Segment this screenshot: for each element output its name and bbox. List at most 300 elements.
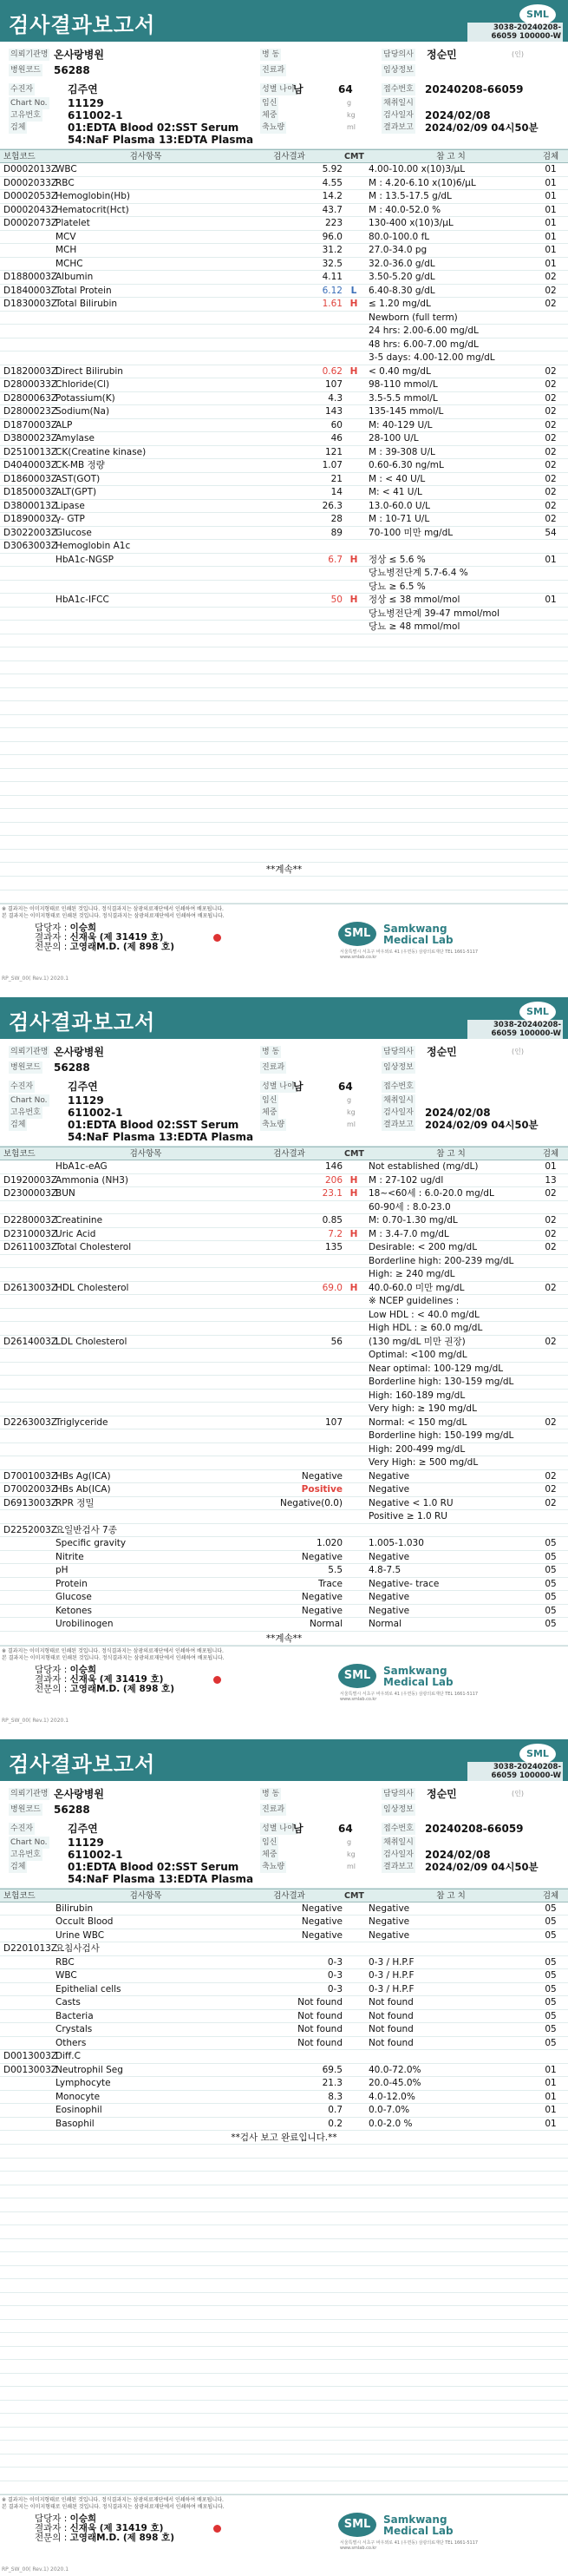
row-code: D2611003Z xyxy=(0,1241,52,1254)
empty-row xyxy=(0,2468,568,2481)
row-code xyxy=(0,1363,52,1376)
dept-label: 진료과 xyxy=(260,64,286,76)
row-reference: 3.5-5.5 mmol/L xyxy=(363,392,533,405)
footer-note xyxy=(2,2497,225,2511)
row-code: D0002033Z xyxy=(0,177,52,190)
row-code xyxy=(0,325,52,338)
empty-row xyxy=(0,2252,568,2266)
row-flag xyxy=(344,163,363,176)
empty-row xyxy=(0,715,568,729)
sex: 남 xyxy=(293,1823,304,1835)
lab-address: 서울특별시 서초구 바우뫼로 41 (우면동) 삼광의료재단 TEL 1661-5117 www.smlab.co.kr xyxy=(340,950,513,960)
row-reference: Newborn (full term) xyxy=(363,312,533,325)
report-header xyxy=(0,1739,568,1781)
row-specimen: 01 xyxy=(533,2091,568,2104)
empty-row xyxy=(0,823,568,837)
row-reference: 당뇨 ≥ 6.5 % xyxy=(363,581,533,594)
urine-label: 축뇨량 xyxy=(260,122,286,134)
row-specimen: 05 xyxy=(533,1551,568,1564)
doctor-sign: (인) xyxy=(512,1047,524,1057)
empty-row xyxy=(0,2360,568,2374)
table-row xyxy=(0,486,568,500)
row-flag xyxy=(344,392,363,405)
row-specimen: 02 xyxy=(533,378,568,391)
unit-ml: ml xyxy=(347,122,356,133)
row-test-name: Lymphocyte xyxy=(52,2077,236,2090)
row-result: Negative xyxy=(236,1591,344,1604)
unit-kg: kg xyxy=(347,1850,356,1860)
row-specimen: 05 xyxy=(533,1996,568,2009)
row-code xyxy=(0,312,52,325)
row-specimen xyxy=(533,608,568,621)
empty-row xyxy=(0,836,568,850)
row-flag xyxy=(344,446,363,459)
row-reference: Very High: ≥ 500 mg/dL xyxy=(363,1456,533,1469)
sign-label-2: 결과자 : xyxy=(35,1674,67,1685)
sign-label-3: 전문의 : xyxy=(35,2533,67,2543)
row-flag xyxy=(344,486,363,499)
row-specimen: 05 xyxy=(533,2023,568,2036)
row-code xyxy=(0,1983,52,1996)
table-row xyxy=(0,1336,568,1350)
row-test-name: HbA1c-NGSP xyxy=(52,554,236,567)
row-test-name xyxy=(52,312,236,325)
row-flag xyxy=(344,567,363,580)
row-reference: 정상 ≤ 38 mmol/mol xyxy=(363,594,533,607)
row-code: D1840003Z xyxy=(0,285,52,298)
form-code: RP_SW_00( Rev.1) 2020.1 xyxy=(2,2566,69,2573)
sign-name-1: 이승희 xyxy=(70,1665,96,1675)
ward-label: 병 동 xyxy=(260,49,281,61)
continued-marker: **계속** xyxy=(0,1632,568,1646)
row-flag xyxy=(344,1929,363,1942)
table-row xyxy=(0,1255,568,1269)
table-row xyxy=(0,1403,568,1416)
row-specimen xyxy=(533,1524,568,1537)
row-reference: Borderline high: 150-199 mg/dL xyxy=(363,1429,533,1442)
table-row xyxy=(0,1497,568,1511)
row-specimen: 13 xyxy=(533,1174,568,1187)
row-result: 31.2 xyxy=(236,244,344,257)
row-flag xyxy=(344,1268,363,1281)
col-cmt: CMT xyxy=(344,1889,363,1902)
row-reference: Not found xyxy=(363,1996,533,2009)
results-table-body xyxy=(0,1160,568,1632)
row-specimen xyxy=(533,1295,568,1308)
row-result: 135 xyxy=(236,1241,344,1254)
table-row xyxy=(0,473,568,487)
table-row xyxy=(0,2050,568,2064)
row-reference xyxy=(363,1942,533,1955)
table-row xyxy=(0,1942,568,1956)
row-specimen: 01 xyxy=(533,231,568,244)
row-test-name: HbA1c-eAG xyxy=(52,1160,236,1173)
row-specimen: 01 xyxy=(533,554,568,567)
report-header xyxy=(0,997,568,1039)
row-reference: M : < 40 U/L xyxy=(363,473,533,486)
row-reference: Desirable: < 200 mg/dL xyxy=(363,1241,533,1254)
unit-weeks: g xyxy=(347,1095,351,1106)
row-specimen: 02 xyxy=(533,392,568,405)
row-reference: Negative < 1.0 RU xyxy=(363,1497,533,1510)
row-test-name: MCHC xyxy=(52,258,236,271)
ward-label: 병 동 xyxy=(260,1788,281,1800)
row-flag xyxy=(344,1591,363,1604)
table-row xyxy=(0,177,568,191)
row-reference: Negative xyxy=(363,1605,533,1618)
row-specimen: 05 xyxy=(533,1902,568,1916)
col-cmt: CMT xyxy=(344,1147,363,1160)
row-specimen: 01 xyxy=(533,594,568,607)
table-row xyxy=(0,2064,568,2078)
row-flag xyxy=(344,1470,363,1483)
row-code xyxy=(0,1510,52,1523)
row-reference: M : 4.20-6.10 x(10)6/μL xyxy=(363,177,533,190)
footer-note-1: ※ 결과지는 이미지형태로 인쇄된 것입니다. 정식결과지는 삼광의료재단에서 인쇄하여 배포됩니다. xyxy=(2,906,224,912)
row-test-name xyxy=(52,1309,236,1322)
row-result xyxy=(236,1376,344,1389)
hn-label: 고유번호 xyxy=(9,1107,42,1119)
row-test-name: Basophil xyxy=(52,2118,236,2131)
row-test-name: Casts xyxy=(52,1996,236,2009)
row-result: 4.3 xyxy=(236,392,344,405)
clinical-label: 임상정보 xyxy=(382,64,415,76)
table-row xyxy=(0,1969,568,1983)
hospital-label: 의뢰기관명 xyxy=(9,49,49,61)
row-specimen xyxy=(533,1255,568,1268)
row-flag xyxy=(344,244,363,257)
specimen-label: 검체 xyxy=(9,122,27,134)
row-flag: H xyxy=(344,594,363,607)
table-row xyxy=(0,271,568,285)
row-flag xyxy=(344,312,363,325)
footer-note-1: ※ 결과지는 이미지형태로 인쇄된 것입니다. 정식결과지는 삼광의료재단에서 인쇄하여 배포됩니다. xyxy=(2,2497,224,2503)
row-test-name: Chloride(Cl) xyxy=(52,378,236,391)
sml-logo: SML xyxy=(519,1002,556,1022)
empty-row xyxy=(0,2239,568,2253)
weight-label: 체중 xyxy=(260,1849,278,1861)
row-result: 50 xyxy=(236,594,344,607)
row-flag xyxy=(344,1336,363,1349)
row-code: D3800013Z xyxy=(0,500,52,513)
row-test-name: ALT(GPT) xyxy=(52,486,236,499)
row-result: 6.12 xyxy=(236,285,344,298)
patient-label: 수진자 xyxy=(9,1823,35,1835)
row-specimen: 02 xyxy=(533,500,568,513)
row-code xyxy=(0,1403,52,1416)
empty-row xyxy=(0,2414,568,2428)
row-specimen: 01 xyxy=(533,2104,568,2117)
row-test-name: Ketones xyxy=(52,1605,236,1618)
row-specimen: 02 xyxy=(533,1187,568,1200)
row-test-name: CK-MB 정량 xyxy=(52,459,236,472)
row-code: D1880003Z xyxy=(0,271,52,284)
row-test-name: Nitrite xyxy=(52,1551,236,1564)
row-code: D2614003Z xyxy=(0,1336,52,1349)
table-row xyxy=(0,1201,568,1215)
report-date-label: 결과보고 xyxy=(382,1861,415,1873)
empty-row xyxy=(0,2145,568,2159)
col-result: 검사결과 xyxy=(236,150,344,162)
clinical-label: 임상정보 xyxy=(382,1061,415,1074)
row-test-name xyxy=(52,1255,236,1268)
row-result: 89 xyxy=(236,527,344,540)
table-row xyxy=(0,1376,568,1390)
row-result: Negative xyxy=(236,1470,344,1483)
sml-logo: SML xyxy=(519,1744,556,1764)
col-specimen: 검체 xyxy=(533,1889,568,1902)
row-specimen xyxy=(533,1390,568,1403)
row-test-name: pH xyxy=(52,1564,236,1577)
table-row xyxy=(0,2118,568,2132)
table-row xyxy=(0,1160,568,1174)
row-reference: 6.40-8.30 g/dL xyxy=(363,285,533,298)
row-test-name: Glucose xyxy=(52,1591,236,1604)
sex: 남 xyxy=(293,1081,304,1093)
row-test-name: Potassium(K) xyxy=(52,392,236,405)
row-result xyxy=(236,621,344,634)
row-test-name: Total Bilirubin xyxy=(52,298,236,311)
chart-number: 11129 xyxy=(68,97,104,109)
row-reference: ※ NCEP guidelines : xyxy=(363,1295,533,1308)
barcode-number: 3038-20240208-66059 100000-W xyxy=(467,1020,563,1039)
row-reference: < 0.40 mg/dL xyxy=(363,365,533,378)
row-flag xyxy=(344,1524,363,1537)
row-flag xyxy=(344,2010,363,2023)
row-reference: Near optimal: 100-129 mg/dL xyxy=(363,1363,533,1376)
row-result: Not found xyxy=(236,2010,344,2023)
row-result: 46 xyxy=(236,432,344,445)
blank-rows xyxy=(0,2145,568,2494)
row-test-name: 요일반검사 7종 xyxy=(52,1524,236,1537)
row-test-name: Others xyxy=(52,2037,236,2050)
continued-marker: **계속** xyxy=(0,863,568,877)
row-reference: Low HDL : < 40.0 mg/dL xyxy=(363,1309,533,1322)
row-result: 223 xyxy=(236,217,344,230)
sign-name-2: 신재욱 (제 31419 호) xyxy=(70,932,164,943)
footer-note-2: 본 결과지는 이미지형태로 인쇄된 것입니다. 정식결과지는 삼광의료재단에서 인쇄하여 배포됩니다. xyxy=(2,2504,225,2510)
row-code xyxy=(0,1443,52,1456)
row-reference: 70-100 미만 mg/dL xyxy=(363,527,533,540)
row-specimen: 02 xyxy=(533,285,568,298)
table-row xyxy=(0,2104,568,2118)
row-test-name: LDL Cholesterol xyxy=(52,1336,236,1349)
seal-stamp-icon xyxy=(213,1676,221,1684)
row-test-name: MCV xyxy=(52,231,236,244)
report-footer xyxy=(0,904,568,985)
row-specimen xyxy=(533,1456,568,1469)
barcode-number: 3038-20240208-66059 100000-W xyxy=(467,1762,563,1781)
row-result: 56 xyxy=(236,1336,344,1349)
row-flag xyxy=(344,1255,363,1268)
report-footer xyxy=(0,2494,568,2576)
row-test-name xyxy=(52,1403,236,1416)
urine-label: 축뇨량 xyxy=(260,1119,286,1131)
row-specimen: 05 xyxy=(533,1564,568,1577)
row-reference: (130 mg/dL 미만 권장) xyxy=(363,1336,533,1349)
table-row xyxy=(0,608,568,621)
table-row xyxy=(0,1390,568,1403)
row-reference: Borderline high: 200-239 mg/dL xyxy=(363,1255,533,1268)
row-reference: M : 39-308 U/L xyxy=(363,446,533,459)
row-specimen: 01 xyxy=(533,204,568,217)
report-date: 2024/02/09 04시50분 xyxy=(425,1119,539,1131)
row-specimen: 02 xyxy=(533,365,568,378)
row-result xyxy=(236,1403,344,1416)
row-specimen: 05 xyxy=(533,1929,568,1942)
row-specimen xyxy=(533,621,568,634)
table-row xyxy=(0,1416,568,1430)
sign-name-1: 이승희 xyxy=(70,923,96,933)
sex: 남 xyxy=(293,83,304,95)
row-code: D3022003Z xyxy=(0,527,52,540)
row-reference: 0.0-2.0 % xyxy=(363,2118,533,2131)
table-row xyxy=(0,432,568,446)
row-code xyxy=(0,352,52,365)
row-reference: Positive ≥ 1.0 RU xyxy=(363,1510,533,1523)
row-flag xyxy=(344,419,363,432)
chart-label: Chart No. xyxy=(9,97,49,109)
row-flag xyxy=(344,204,363,217)
results-table-header xyxy=(0,149,568,163)
row-code: D0002053Z xyxy=(0,190,52,203)
empty-row xyxy=(0,2212,568,2226)
empty-row xyxy=(0,877,568,890)
row-test-name: Hemoglobin(Hb) xyxy=(52,190,236,203)
row-code: D1890003Z xyxy=(0,513,52,526)
col-name: 검사항목 xyxy=(52,1147,236,1160)
row-flag xyxy=(344,1241,363,1254)
row-reference xyxy=(363,540,533,553)
row-flag xyxy=(344,2118,363,2131)
row-code xyxy=(0,1605,52,1618)
specimen-line-2: 54:NaF Plasma 13:EDTA Plasma xyxy=(68,1873,253,1885)
row-test-name: Urobilinogen xyxy=(52,1618,236,1631)
row-reference: Negative xyxy=(363,1902,533,1916)
row-reference: Borderline high: 130-159 mg/dL xyxy=(363,1376,533,1389)
hospital-code: 56288 xyxy=(54,1061,90,1074)
row-code xyxy=(0,2077,52,2090)
row-specimen: 02 xyxy=(533,1336,568,1349)
row-specimen: 05 xyxy=(533,1537,568,1550)
row-flag xyxy=(344,1363,363,1376)
row-test-name: HDL Cholesterol xyxy=(52,1282,236,1295)
row-flag: H xyxy=(344,1228,363,1241)
row-code xyxy=(0,2023,52,2036)
row-flag xyxy=(344,1942,363,1955)
row-result: 96.0 xyxy=(236,231,344,244)
signatures xyxy=(35,1666,174,1694)
weight-label: 체중 xyxy=(260,1107,278,1119)
seal-stamp-icon xyxy=(213,2525,221,2533)
row-test-name: WBC xyxy=(52,1969,236,1982)
table-row xyxy=(0,1241,568,1255)
row-code xyxy=(0,1456,52,1469)
row-flag xyxy=(344,1983,363,1996)
row-specimen: 01 xyxy=(533,217,568,230)
receipt-label: 접수번호 xyxy=(382,1081,415,1093)
table-row xyxy=(0,1187,568,1201)
row-code xyxy=(0,258,52,271)
report-date: 2024/02/09 04시50분 xyxy=(425,122,539,134)
row-flag xyxy=(344,405,363,418)
row-reference: 0-3 / H.P.F xyxy=(363,1983,533,1996)
row-test-name: Occult Blood xyxy=(52,1916,236,1929)
table-row xyxy=(0,1470,568,1484)
row-specimen: 05 xyxy=(533,1605,568,1618)
row-reference: M : 3.4-7.0 mg/dL xyxy=(363,1228,533,1241)
table-row xyxy=(0,2091,568,2105)
sign-label-1: 담당자 : xyxy=(35,2514,67,2524)
row-flag xyxy=(344,513,363,526)
row-code xyxy=(0,1268,52,1281)
row-flag xyxy=(344,325,363,338)
report-page-3 xyxy=(0,1739,568,2576)
table-row xyxy=(0,1268,568,1282)
row-flag xyxy=(344,581,363,594)
row-flag xyxy=(344,1537,363,1550)
table-row xyxy=(0,1551,568,1565)
row-flag xyxy=(344,1349,363,1362)
row-test-name: Neutrophil Seg xyxy=(52,2064,236,2077)
row-result xyxy=(236,1443,344,1456)
row-result xyxy=(236,1524,344,1537)
empty-row xyxy=(0,809,568,823)
request-label: 채취일시 xyxy=(382,1094,415,1107)
unit-weeks: g xyxy=(347,98,351,108)
row-reference: 3.50-5.20 g/dL xyxy=(363,271,533,284)
row-test-name: Ammonia (NH3) xyxy=(52,1174,236,1187)
row-code: D1860003Z xyxy=(0,473,52,486)
row-test-name xyxy=(52,338,236,352)
table-row xyxy=(0,1902,568,1916)
chart-label: Chart No. xyxy=(9,1094,49,1107)
row-result xyxy=(236,1942,344,1955)
row-reference: 13.0-60.0 U/L xyxy=(363,500,533,513)
patient-name: 김주연 xyxy=(68,1081,98,1093)
blank-rows xyxy=(0,877,568,904)
row-result xyxy=(236,1322,344,1335)
row-reference: Negative xyxy=(363,1591,533,1604)
row-reference: M : 10-71 U/L xyxy=(363,513,533,526)
table-row xyxy=(0,1591,568,1605)
table-row xyxy=(0,1605,568,1619)
row-test-name: Sodium(Na) xyxy=(52,405,236,418)
table-row xyxy=(0,338,568,352)
row-test-name xyxy=(52,1429,236,1442)
row-reference: Normal xyxy=(363,1618,533,1631)
row-reference: Optimal: <100 mg/dL xyxy=(363,1349,533,1362)
weight-label: 체중 xyxy=(260,109,278,122)
row-code: D0002073Z xyxy=(0,217,52,230)
row-flag xyxy=(344,540,363,553)
row-result: 23.1 xyxy=(236,1187,344,1200)
row-flag xyxy=(344,500,363,513)
row-flag xyxy=(344,1956,363,1969)
row-flag: H xyxy=(344,1187,363,1200)
table-row xyxy=(0,2037,568,2051)
row-result: Negative xyxy=(236,1551,344,1564)
row-code: D2613003Z xyxy=(0,1282,52,1295)
row-result: 32.5 xyxy=(236,258,344,271)
table-row xyxy=(0,2077,568,2091)
row-specimen xyxy=(533,1322,568,1335)
row-result: 107 xyxy=(236,1416,344,1429)
row-code xyxy=(0,567,52,580)
specimen-line-2: 54:NaF Plasma 13:EDTA Plasma xyxy=(68,134,253,146)
row-code xyxy=(0,554,52,567)
row-code: D3800023Z xyxy=(0,432,52,445)
